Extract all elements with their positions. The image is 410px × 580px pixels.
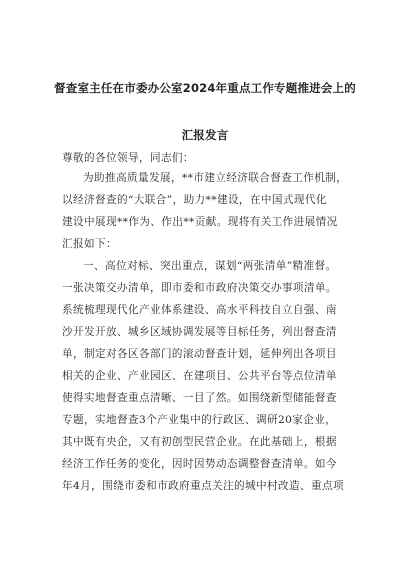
paragraph-line: 系统梳理现代化产业体系建设、高水平科技自立自强、南 bbox=[62, 304, 337, 316]
paragraph-line: 沙开发开放、城乡区域协调发展等目标任务，列出督查清 bbox=[62, 326, 337, 338]
paragraph-line: 年4月，围绕市委和市政府重点关注的城中村改造、重点项 bbox=[62, 480, 344, 492]
paragraph-line: 其中既有央企，又有初创型民营企业。在此基础上，根据 bbox=[62, 436, 337, 448]
document-subtitle: 汇报发言 bbox=[181, 128, 229, 142]
paragraph-line: 使得实地督查重点清晰、一目了然。如围绕新型储能督查 bbox=[62, 392, 337, 404]
paragraph-line: 建设中展现**作为、作出**贡献。现将有关工作进展情况 bbox=[62, 216, 338, 228]
paragraph-line: 一张决策交办清单，即市委和市政府决策交办事项清单。 bbox=[62, 282, 337, 294]
salutation: 尊敬的各位领导，同志们： bbox=[62, 152, 194, 164]
document-title: 督查室主任在市委办公室2024年重点工作专题推进会上的 bbox=[54, 81, 356, 95]
paragraph-line: 相关的企业、产业园区、在建项目、公共平台等点位清单 bbox=[62, 370, 337, 382]
paragraph-line: 以经济督查的“大联合”，助力**建设，在中国式现代化 bbox=[62, 194, 327, 206]
paragraph-line: 单，制定对各区各部门的滚动督查计划，延伸列出各项目 bbox=[62, 348, 337, 360]
section-heading: 一、高位对标、突出重点，谋划“两张清单”精准督。 bbox=[83, 260, 337, 272]
paragraph-line: 汇报如下： bbox=[62, 238, 117, 250]
paragraph-line: 专题，实地督查3个产业集中的行政区、调研20家企业， bbox=[62, 414, 337, 426]
paragraph-line: 为助推高质量发展，**市建立经济联合督查工作机制， bbox=[83, 172, 348, 184]
paragraph-line: 经济工作任务的变化，因时因势动态调整督查清单。如今 bbox=[62, 458, 337, 470]
